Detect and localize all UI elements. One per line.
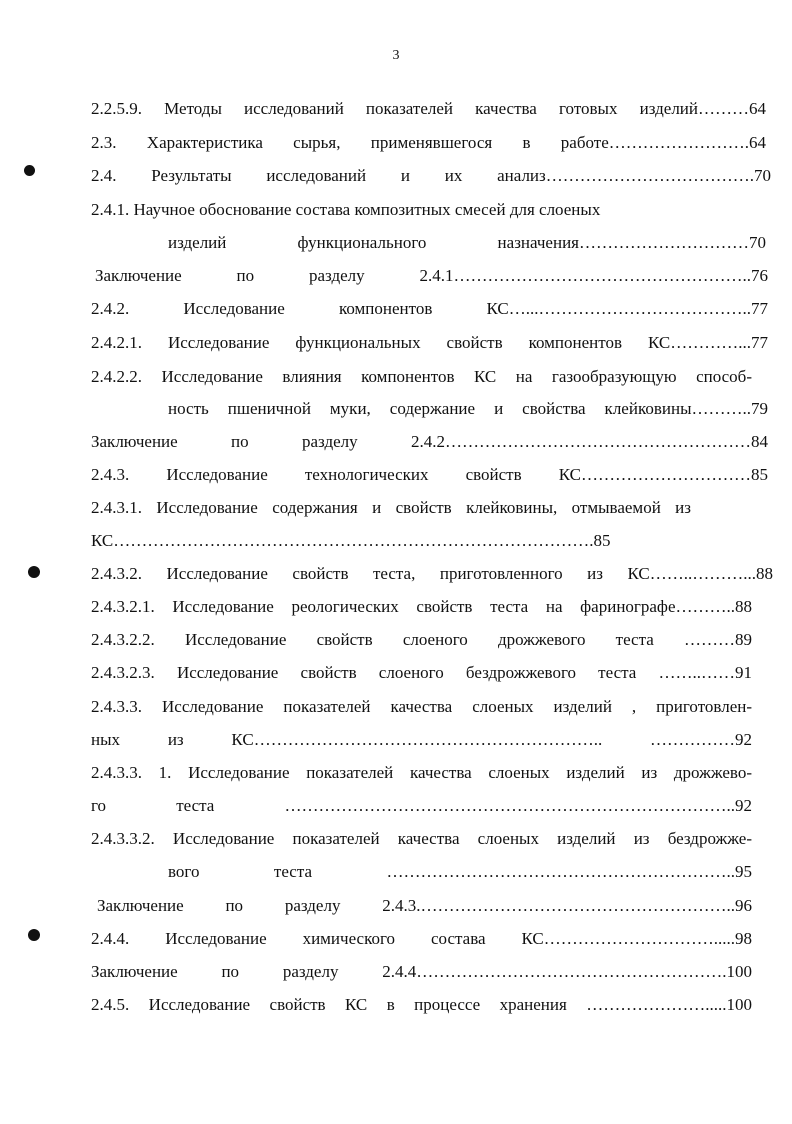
toc-entry-2-4-3-3: 2.4.3.3. Исследование показателей качества слоеных изделий , приготовлен- <box>91 697 752 716</box>
toc-entry-2-4-2-2-cont: ность пшеничной муки, содержание и свойства клейковины………..79 <box>168 399 768 418</box>
toc-entry-2-4-5: 2.4.5. Исследование свойств КС в процессе хранения ………………….....100 <box>91 995 752 1014</box>
toc-entry-2-4-3-2-2: 2.4.3.2.2. Исследование свойств слоеного дрожжевого теста ………89 <box>91 630 752 649</box>
toc-entry-2-4-3-1: 2.4.3.1. Исследование содержания и свойств клейковины, отмываемой из <box>91 498 691 517</box>
toc-entry-2-4-3-3-2: 2.4.3.3.2. Исследование показателей качества слоеных изделий из бездрожже- <box>91 829 752 848</box>
toc-entry-2-4-2-1: 2.4.2.1. Исследование функциональных свойств компонентов КС…………...77 <box>91 333 768 352</box>
toc-entry-2-4-1: 2.4.1. Научное обоснование состава композитных смесей для слоеных <box>91 200 601 219</box>
toc-entry-2-4: 2.4. Результаты исследований и их анализ……………………………….70 <box>91 166 771 185</box>
toc-entry-2-4-2: 2.4.2. Исследование компонентов КС…...………………………………..77 <box>91 299 768 318</box>
toc-entry-2-4-3-3-2-cont: вого теста ……………………………………………………..95 <box>168 862 752 881</box>
margin-mark <box>28 566 40 578</box>
margin-mark <box>24 165 35 176</box>
toc-entry-2-4-3-2-1: 2.4.3.2.1. Исследование реологических свойств теста на фаринографе………..88 <box>91 597 752 616</box>
toc-entry-2-4-3-1-cont: КС………………………………………………………………………….85 <box>91 531 611 550</box>
toc-entry-2-4-3-2-3: 2.4.3.2.3. Исследование свойств слоеного бездрожжевого теста ……..……91 <box>91 663 752 682</box>
toc-entry-2-4-1-cont: изделий функционального назначения…………………………70 <box>168 233 766 252</box>
toc-conclusion-2-4-1: Заключение по разделу 2.4.1……………………………………………..76 <box>95 266 768 285</box>
page-number: 3 <box>392 48 400 63</box>
toc-entry-2-4-3-3-cont: ных из КС…………………………………………………….. ……………92 <box>91 730 752 749</box>
toc-entry-2-4-2-2: 2.4.2.2. Исследование влияния компонентов КС на газообразующую способ- <box>91 367 752 386</box>
toc-conclusion-2-4-4: Заключение по разделу 2.4.4……………………………………………….100 <box>91 962 752 981</box>
toc-entry-2-4-3-3-1-cont: го теста ……………………………………………………………………..92 <box>91 796 752 815</box>
toc-entry-2-4-3: 2.4.3. Исследование технологических свойств КС…………………………85 <box>91 465 768 484</box>
margin-mark <box>28 929 40 941</box>
toc-entry-2-3: 2.3. Характеристика сырья, применявшегося в работе…………………….64 <box>91 133 766 152</box>
toc-conclusion-2-4-2: Заключение по разделу 2.4.2………………………………………………84 <box>91 432 768 451</box>
toc-entry-2-4-3-3-1: 2.4.3.3. 1. Исследование показателей качества слоеных изделий из дрожжево- <box>91 763 752 782</box>
toc-conclusion-2-4-3: Заключение по разделу 2.4.3.………………………………………………..96 <box>97 896 752 915</box>
toc-entry-2-4-3-2: 2.4.3.2. Исследование свойств теста, приготовленного из КС……..………...88 <box>91 564 773 583</box>
toc-entry-2-2-5-9: 2.2.5.9. Методы исследований показателей качества готовых изделий………64 <box>91 99 766 118</box>
toc-entry-2-4-4: 2.4.4. Исследование химического состава КС………………………….....98 <box>91 929 752 948</box>
